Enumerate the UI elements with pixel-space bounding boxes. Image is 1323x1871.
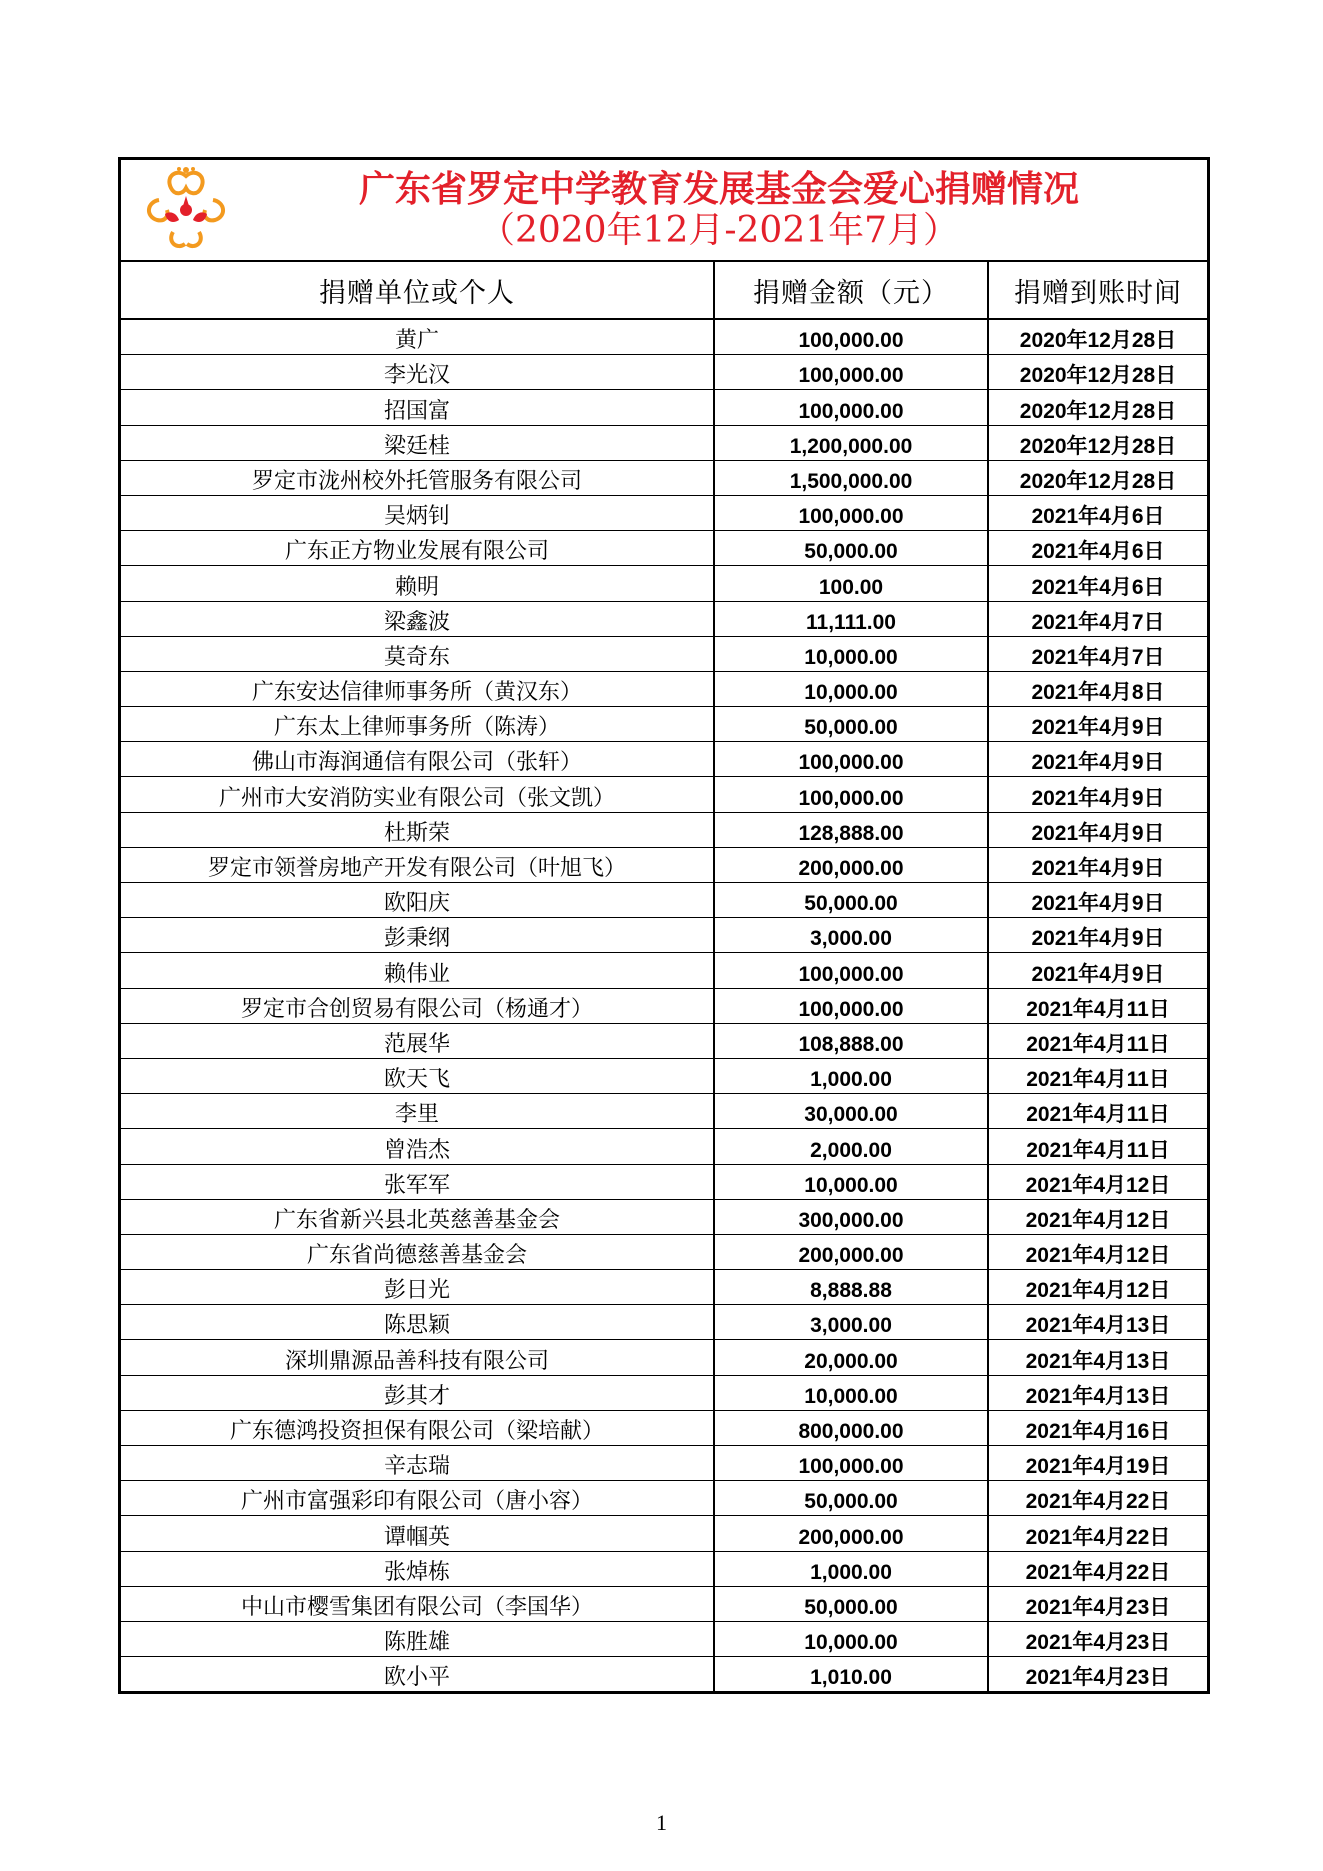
donation-table [121, 262, 1207, 1691]
date-cell: 2020年12月28日 [988, 390, 1207, 425]
table-row [121, 918, 1207, 953]
donor-cell: 彭日光 [121, 1270, 714, 1305]
date-cell: 2021年4月9日 [988, 742, 1207, 777]
date-cell: 2020年12月28日 [988, 460, 1207, 495]
table-row [121, 425, 1207, 460]
date-cell: 2021年4月6日 [988, 531, 1207, 566]
date-cell: 2021年4月12日 [988, 1199, 1207, 1234]
amount-cell: 1,000.00 [714, 1551, 988, 1586]
amount-cell: 128,888.00 [714, 812, 988, 847]
donor-cell: 彭其才 [121, 1375, 714, 1410]
table-row [121, 1446, 1207, 1481]
donor-cell: 吴炳钊 [121, 495, 714, 530]
date-cell: 2020年12月28日 [988, 355, 1207, 390]
donor-cell: 广州市富强彩印有限公司（唐小容） [121, 1481, 714, 1516]
donor-cell: 欧天飞 [121, 1058, 714, 1093]
foundation-flower-logo-icon [143, 166, 229, 252]
table-body [121, 319, 1207, 1691]
table-row [121, 636, 1207, 671]
amount-cell: 50,000.00 [714, 531, 988, 566]
amount-cell: 108,888.00 [714, 1023, 988, 1058]
amount-cell: 100,000.00 [714, 1446, 988, 1481]
amount-cell: 100,000.00 [714, 742, 988, 777]
title-line-2: （2020年12月-2021年7月） [478, 210, 960, 251]
title-box [121, 160, 1207, 262]
date-cell: 2021年4月6日 [988, 566, 1207, 601]
date-cell: 2021年4月9日 [988, 707, 1207, 742]
table-row [121, 319, 1207, 355]
table-row [121, 355, 1207, 390]
donor-cell: 广东省尚德慈善基金会 [121, 1234, 714, 1269]
donor-cell: 梁廷桂 [121, 425, 714, 460]
amount-cell: 8,888.88 [714, 1270, 988, 1305]
donor-cell: 李里 [121, 1094, 714, 1129]
date-cell: 2021年4月8日 [988, 671, 1207, 706]
amount-cell: 200,000.00 [714, 1234, 988, 1269]
donor-cell: 广东正方物业发展有限公司 [121, 531, 714, 566]
amount-cell: 10,000.00 [714, 671, 988, 706]
table-row [121, 777, 1207, 812]
amount-cell: 10,000.00 [714, 1164, 988, 1199]
title-line-1: 广东省罗定中学教育发展基金会爱心捐赠情况 [358, 168, 1079, 210]
donor-cell: 张焯栋 [121, 1551, 714, 1586]
date-cell: 2021年4月9日 [988, 918, 1207, 953]
table-row [121, 1094, 1207, 1129]
donation-sheet [118, 157, 1210, 1694]
date-cell: 2021年4月11日 [988, 1094, 1207, 1129]
date-cell: 2021年4月22日 [988, 1516, 1207, 1551]
table-row [121, 1023, 1207, 1058]
amount-cell: 3,000.00 [714, 1305, 988, 1340]
date-cell: 2021年4月13日 [988, 1305, 1207, 1340]
date-cell: 2021年4月13日 [988, 1375, 1207, 1410]
date-cell: 2021年4月23日 [988, 1586, 1207, 1621]
date-cell: 2021年4月12日 [988, 1270, 1207, 1305]
donor-cell: 赖伟业 [121, 953, 714, 988]
amount-cell: 1,200,000.00 [714, 425, 988, 460]
table-row [121, 1657, 1207, 1692]
donor-cell: 罗定市领誉房地产开发有限公司（叶旭飞） [121, 847, 714, 882]
header-amount: 捐赠金额（元） [714, 262, 988, 319]
amount-cell: 50,000.00 [714, 1481, 988, 1516]
date-cell: 2021年4月7日 [988, 601, 1207, 636]
amount-cell: 1,010.00 [714, 1657, 988, 1692]
date-cell: 2021年4月9日 [988, 847, 1207, 882]
donor-cell: 谭帼英 [121, 1516, 714, 1551]
donor-cell: 罗定市合创贸易有限公司（杨通才） [121, 988, 714, 1023]
date-cell: 2020年12月28日 [988, 425, 1207, 460]
table-row [121, 847, 1207, 882]
amount-cell: 10,000.00 [714, 1621, 988, 1656]
amount-cell: 100,000.00 [714, 495, 988, 530]
table-row [121, 742, 1207, 777]
donor-cell: 辛志瑞 [121, 1446, 714, 1481]
table-row [121, 953, 1207, 988]
table-row [121, 1129, 1207, 1164]
header-date: 捐赠到账时间 [988, 262, 1207, 319]
date-cell: 2021年4月9日 [988, 883, 1207, 918]
donor-cell: 李光汉 [121, 355, 714, 390]
donor-cell: 广东安达信律师事务所（黄汉东） [121, 671, 714, 706]
amount-cell: 50,000.00 [714, 1586, 988, 1621]
amount-cell: 800,000.00 [714, 1410, 988, 1445]
donor-cell: 佛山市海润通信有限公司（张轩） [121, 742, 714, 777]
amount-cell: 100,000.00 [714, 390, 988, 425]
amount-cell: 50,000.00 [714, 707, 988, 742]
date-cell: 2021年4月7日 [988, 636, 1207, 671]
donor-cell: 张军军 [121, 1164, 714, 1199]
donor-cell: 梁鑫波 [121, 601, 714, 636]
amount-cell: 20,000.00 [714, 1340, 988, 1375]
date-cell: 2021年4月23日 [1025, 1666, 1171, 1690]
table-row [121, 1234, 1207, 1269]
amount-cell: 2,000.00 [714, 1129, 988, 1164]
table-row [121, 1199, 1207, 1234]
date-cell: 2021年4月9日 [988, 953, 1207, 988]
amount-cell: 200,000.00 [714, 847, 988, 882]
date-cell: 2021年4月11日 [988, 1058, 1207, 1093]
donor-cell: 黄广 [121, 319, 714, 355]
donor-cell: 欧小平 [121, 1657, 714, 1692]
date-cell: 2021年4月11日 [988, 1129, 1207, 1164]
donor-cell: 欧阳庆 [121, 883, 714, 918]
date-cell: 2021年4月19日 [988, 1446, 1207, 1481]
amount-cell: 1,000.00 [714, 1058, 988, 1093]
date-cell: 2021年4月6日 [988, 495, 1207, 530]
donor-cell: 广东德鸿投资担保有限公司（梁培献） [121, 1410, 714, 1445]
donor-cell: 杜斯荣 [121, 812, 714, 847]
amount-cell: 10,000.00 [714, 1375, 988, 1410]
date-cell: 2021年4月22日 [988, 1551, 1207, 1586]
table-row [121, 1481, 1207, 1516]
table-row [121, 1340, 1207, 1375]
table-row [121, 988, 1207, 1023]
donor-cell: 招国富 [121, 390, 714, 425]
date-cell: 2021年4月23日 [988, 1621, 1207, 1656]
amount-cell: 1,500,000.00 [714, 460, 988, 495]
table-row [121, 601, 1207, 636]
donor-cell: 赖明 [121, 566, 714, 601]
table-row [121, 1586, 1207, 1621]
table-row [121, 671, 1207, 706]
date-cell: 2021年4月11日 [988, 1023, 1207, 1058]
amount-cell: 100,000.00 [714, 777, 988, 812]
amount-cell: 200,000.00 [714, 1516, 988, 1551]
donor-cell: 广东太上律师事务所（陈涛） [121, 707, 714, 742]
date-cell: 2020年12月28日 [988, 319, 1207, 355]
table-row [121, 1621, 1207, 1656]
donor-cell: 广州市大安消防实业有限公司（张文凯） [121, 777, 714, 812]
table-row [121, 495, 1207, 530]
amount-cell: 100,000.00 [714, 319, 988, 355]
amount-cell: 100,000.00 [714, 355, 988, 390]
date-cell: 2021年4月12日 [988, 1234, 1207, 1269]
table-row [121, 1410, 1207, 1445]
date-cell: 2021年4月9日 [988, 777, 1207, 812]
table-row [121, 1516, 1207, 1551]
donor-cell: 范展华 [121, 1023, 714, 1058]
document-title [271, 168, 1167, 252]
table-row [121, 812, 1207, 847]
donor-cell: 中山市樱雪集团有限公司（李国华） [121, 1586, 714, 1621]
donor-cell: 广东省新兴县北英慈善基金会 [121, 1199, 714, 1234]
amount-cell: 3,000.00 [714, 918, 988, 953]
table-header-row [121, 262, 1207, 319]
date-cell: 2021年4月12日 [988, 1164, 1207, 1199]
donor-cell: 深圳鼎源品善科技有限公司 [121, 1340, 714, 1375]
table-row [121, 1551, 1207, 1586]
table-row [121, 1375, 1207, 1410]
amount-cell: 11,111.00 [714, 601, 988, 636]
date-cell: 2021年4月11日 [988, 988, 1207, 1023]
date-cell: 2021年4月22日 [988, 1481, 1207, 1516]
table-row [121, 1305, 1207, 1340]
table-row [121, 707, 1207, 742]
donor-cell: 莫奇东 [121, 636, 714, 671]
donor-cell: 曾浩杰 [121, 1129, 714, 1164]
table-row [121, 460, 1207, 495]
donor-cell: 罗定市泷州校外托管服务有限公司 [121, 460, 714, 495]
table-row [121, 566, 1207, 601]
donor-cell: 陈思颖 [121, 1305, 714, 1340]
amount-cell: 100,000.00 [714, 988, 988, 1023]
donor-cell: 彭秉纲 [121, 918, 714, 953]
table-row [121, 883, 1207, 918]
table-row [121, 1058, 1207, 1093]
table-row [121, 390, 1207, 425]
donor-cell: 陈胜雄 [121, 1621, 714, 1656]
amount-cell: 30,000.00 [714, 1094, 988, 1129]
table-row [121, 531, 1207, 566]
amount-cell: 10,000.00 [714, 636, 988, 671]
amount-cell: 100.00 [714, 566, 988, 601]
table-row [121, 1270, 1207, 1305]
table-row [121, 1164, 1207, 1199]
date-cell: 2021年4月13日 [988, 1340, 1207, 1375]
date-cell: 2021年4月16日 [988, 1410, 1207, 1445]
page-number: 1 [656, 1810, 667, 1835]
amount-cell: 50,000.00 [714, 883, 988, 918]
amount-cell: 300,000.00 [714, 1199, 988, 1234]
header-donor: 捐赠单位或个人 [121, 262, 714, 319]
date-cell: 2021年4月9日 [988, 812, 1207, 847]
amount-cell: 100,000.00 [714, 953, 988, 988]
